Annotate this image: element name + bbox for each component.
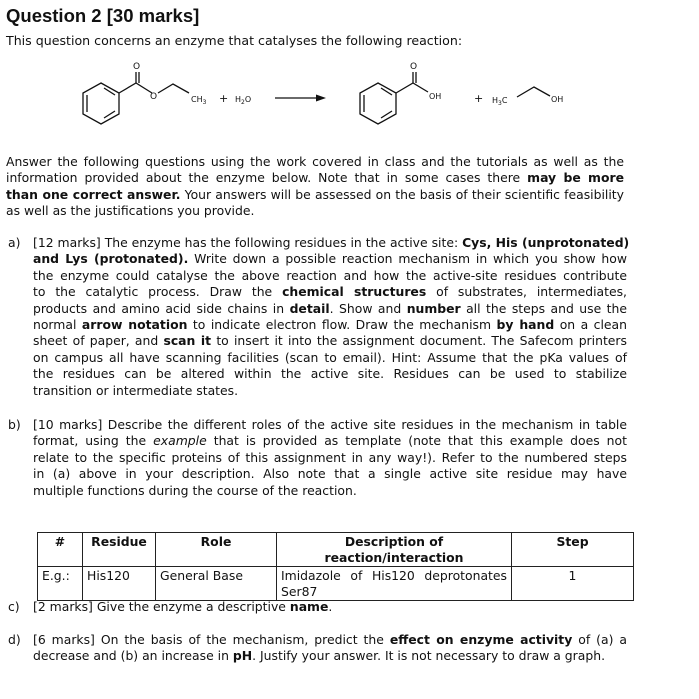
question-a-body — [33, 235, 630, 399]
question-d-line: decrease and (b) an increase in pH. Justify your answer. It is not necessary to draw a graph. — [33, 648, 606, 664]
question-b-line: format, using the example that is provided as template (note that this example does not — [33, 433, 627, 449]
question-d-body — [33, 632, 627, 665]
instructions-line: as well as the justifications you provide. — [6, 203, 255, 219]
question-a-line: products and amino acid side chains in detail. Show and number all the steps and use the — [33, 300, 628, 316]
ester-oxygen-label: O — [150, 92, 158, 102]
plus-sign-2: + — [474, 92, 484, 105]
table-header-description: Description of reaction/interaction — [277, 533, 512, 567]
question-b-line: in (a) above in your description. Also note that a single active site residue may have — [33, 466, 627, 482]
reaction-arrow-icon — [275, 95, 326, 102]
question-b-line: relate to the specific proteins of this assignment in any way!). Refer to the numbered steps — [33, 449, 627, 465]
ethanol-structure — [517, 87, 550, 97]
table-row — [38, 567, 634, 601]
question-a-line: the enzyme could catalyse the above reaction and how the active-site residues contribute — [33, 267, 627, 283]
ethanol-methyl-label: $H_3C$ — [492, 96, 508, 107]
instructions-paragraph — [6, 154, 624, 220]
question-a-label: a) — [8, 235, 21, 250]
question-b-line: [10 marks] Describe the different roles of the active site residues in the mechanism in table — [33, 417, 627, 432]
question-title: Question 2 [30 marks] — [6, 5, 200, 26]
question-a-line: normal arrow notation to indicate electron flow. Draw the mechanism by hand on a clean — [33, 317, 627, 333]
water-label: $H_2O$ — [235, 95, 252, 106]
question-b-body — [33, 417, 627, 499]
question-d-line: [6 marks] On the basis of the mechanism, predict the effect on enzyme activity of (a) a — [33, 632, 627, 647]
question-a-line: [12 marks] The enzyme has the following residues in the active site: Cys, His (unprotonated) — [33, 235, 630, 250]
table-header-number: # — [38, 533, 83, 567]
acid-carbonyl-oxygen-label: O — [410, 62, 418, 72]
ethanol-hydroxyl-label: OH — [551, 95, 564, 104]
table-header-row — [38, 533, 634, 567]
table-header-residue: Residue — [83, 533, 156, 567]
carbonyl-oxygen-label: O — [133, 62, 141, 72]
product-acid-structure — [360, 72, 428, 124]
table-header-role: Role — [156, 533, 277, 567]
example-table — [37, 532, 634, 601]
methyl-label: $CH_3$ — [191, 95, 207, 106]
question-d-label: d) — [8, 632, 21, 647]
table-header-step: Step — [512, 533, 634, 567]
question-b-line: multiple functions during the course of the reaction. — [33, 482, 357, 498]
question-a-line: to the catalytic process. Draw the chemical structures of substrates, intermediates, — [33, 284, 627, 300]
question-c-label: c) — [8, 599, 20, 614]
question-a-line: and Lys (protonated). Write down a possible reaction mechanism in which you show how — [33, 251, 627, 267]
table-cell-description: Imidazole of His120 deprotonates Ser87 — [277, 567, 512, 601]
question-a-line: the residues can be altered within the active site. Residues can be used to stabilize — [33, 366, 627, 382]
intro-text: This question concerns an enzyme that catalyses the following reaction: — [6, 33, 463, 48]
question-b-label: b) — [8, 417, 21, 432]
question-a-line: on campus all have scanning facilities (scan to email). Hint: Assume that the pKa values of — [33, 349, 627, 365]
question-a-line: transition or intermediate states. — [33, 382, 239, 398]
question-c-body: [2 marks] Give the enzyme a descriptive name. — [33, 599, 333, 614]
question-a-line: sheet of paper, and scan it to insert it into the assignment document. The Safecom printers — [33, 333, 627, 349]
table-cell-residue: His120 — [83, 567, 156, 601]
acid-hydroxyl-label: OH — [429, 92, 442, 101]
table-cell-number: E.g.: — [38, 567, 83, 601]
reactant-ester-structure — [83, 72, 189, 124]
table-cell-role: General Base — [156, 567, 277, 601]
reaction-scheme — [0, 55, 699, 145]
plus-sign-1: + — [219, 92, 229, 105]
table-cell-step: 1 — [512, 567, 634, 601]
instructions-line: information provided about the enzyme below. Note that in some cases there may be more — [6, 170, 624, 186]
instructions-line: than one correct answer. Your answers will be assessed on the basis of their scientific feasibility — [6, 186, 624, 202]
instructions-line: Answer the following questions using the work covered in class and the tutorials as well as the — [6, 154, 624, 169]
